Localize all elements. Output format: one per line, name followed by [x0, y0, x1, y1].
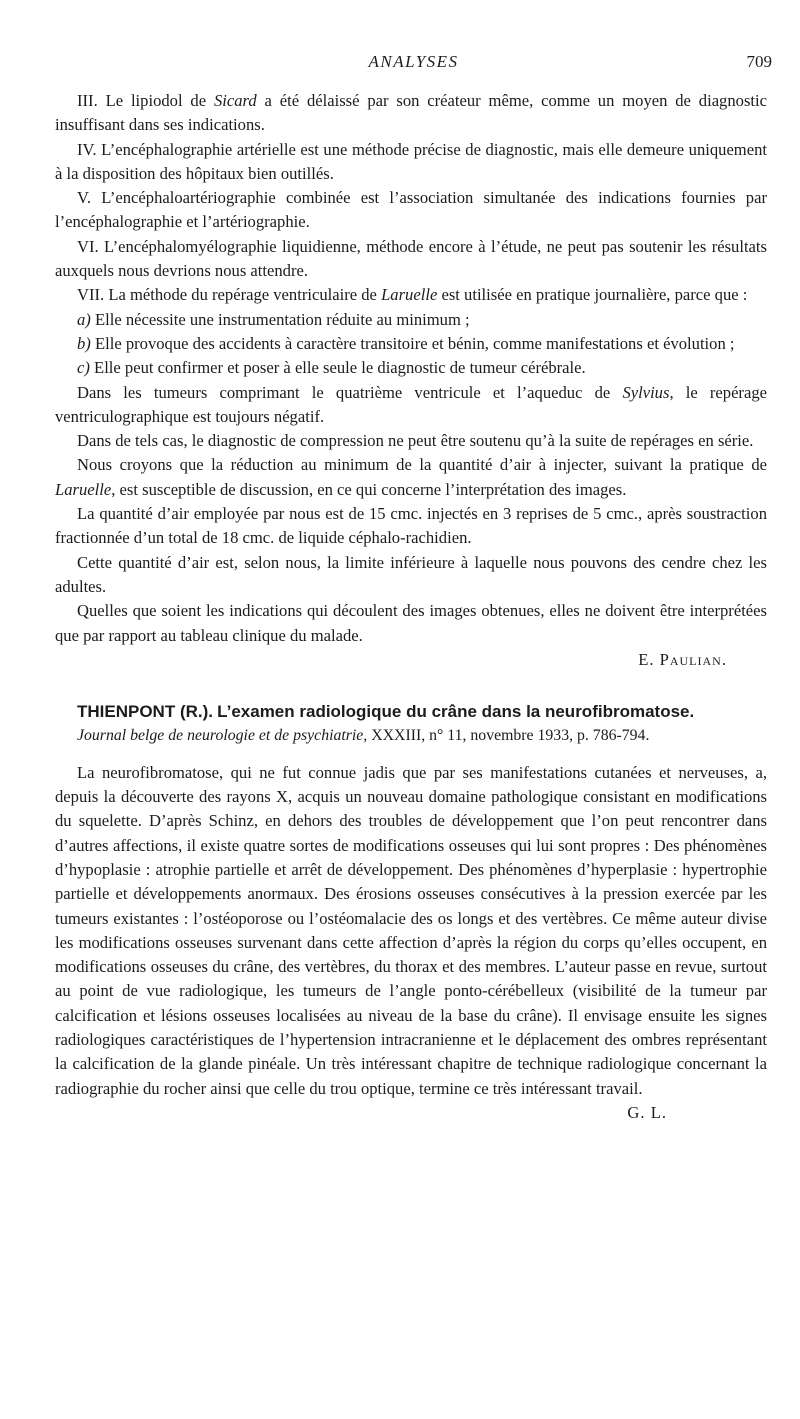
- review-source: [55, 724, 767, 748]
- paragraph-text: Elle peut confirmer et poser à elle seule le diagnostic de tumeur cérébrale.: [89, 358, 586, 378]
- paragraph: [55, 308, 767, 332]
- paragraph-text: Elle provoque des accidents à caractère transitoire et bénin, comme manifestations et évolution ;: [90, 333, 735, 353]
- page-header: [55, 52, 772, 76]
- paragraph-text: Dans de tels cas, le diagnostic de compression ne peut être soutenu qu’à la suite de repérages en série.: [77, 431, 754, 451]
- paragraph-text: VI. L’encéphalomyélographie liquidienne, méthode encore à l’étude, ne peut pas soutenir les résultats auxquels nous devrions nous attendre.: [55, 236, 767, 281]
- body-text: [55, 89, 767, 1125]
- paragraph-emphasis: b): [77, 333, 91, 353]
- review-citation: XXXIII, n° 11, novembre 1933, p. 786-794.: [371, 727, 650, 745]
- analysis-conclusions: [55, 89, 767, 648]
- review-title: L’examen radiologique du crâne dans la neurofibromatose.: [217, 702, 695, 722]
- paragraph: [55, 381, 767, 430]
- paragraph-text: Nous croyons que la réduction au minimum de la quantité d’air à injecter, suivant la pratique de: [77, 455, 767, 475]
- paragraph-text: III. Le lipiodol de: [77, 91, 214, 110]
- review-author: THIENPONT (R.).: [77, 702, 213, 722]
- paragraph-emphasis: Sylvius: [622, 382, 670, 402]
- paragraph-text: Quelles que soient les indications qui découlent des images obtenues, elles ne doivent être interprétées que par rapport au tableau clinique du malade.: [55, 601, 767, 645]
- paragraph: [55, 89, 767, 138]
- paragraph: [55, 356, 767, 380]
- paragraph-text: , le repérage ventriculographique est toujours négatif.: [55, 382, 767, 426]
- review-body: La neurofibromatose, qui ne fut connue jadis que par ses manifestations cutanées et nerveuses, a, depuis la découverte des rayons X, acquis un nouveau domaine pathologique consistant en modifications du squelette. D’après Schinz, en dehors des troubles de développement que l’on peut rencontrer dans d’autres affections, il existe quatre sortes de modifications osseuses qui lui sont propres : Des phénomènes d’hypoplasie : atrophie partielle et arrêt de développement. Des phénomènes d’hyperplasie : hypertrophie partielle et développements anormaux. Des érosions osseuses consécutives à la pression exercée par les tumeurs existantes : l’ostéoporose ou l’ostéomalacie des os longs et des vertèbres. Ce même auteur divise les modifications osseuses survenant dans cette affection d’après la région du corps qu’elles occupent, en modifications osseuses du crâne, des vertèbres, du thorax et des membres. L’auteur passe en revue, surtout au point de vue radiologique, les tumeurs de l’angle ponto-cérébelleux (visibilité de la tumeur par calcification et lésions osseuses localisées au niveau de la base du crâne). Il envisage ensuite les signes radiologiques caractéristiques de l’hypertension intracranienne et le déplacement des ombres représentant la calcification de la glande pinéale. Un très intéressant chapitre de technique radiologique concernant la radiographie du rocher ainsi que celle du trou optique, termine ce très intéressant travail.: [55, 762, 767, 1098]
- paragraph: [55, 138, 767, 187]
- review-heading: [55, 700, 767, 724]
- page-number: 709: [746, 52, 772, 71]
- paragraph-text: a été délaissé par son créateur même, comme un moyen de diagnostic insuffisant dans ses indications.: [55, 91, 767, 135]
- paragraph-text: V. L’encéphaloartériographie combinée est l’association simultanée des indications fournies par l’encéphalographie et l’artériographie.: [55, 188, 767, 232]
- section-gap: [55, 672, 767, 700]
- paragraph: [55, 599, 767, 648]
- paragraph-text: Cette quantité d’air est, selon nous, la limite inférieure à laquelle nous pouvons des cendre chez les adultes.: [55, 552, 767, 596]
- reviewer-signature: G. L.: [627, 1102, 667, 1122]
- paragraph: [55, 283, 767, 307]
- running-title: ANALYSES: [368, 52, 459, 71]
- paragraph: [55, 502, 767, 551]
- paragraph: [55, 429, 767, 453]
- paragraph-text: VII. La méthode du repérage ventriculaire de: [77, 285, 382, 305]
- paragraph: [55, 453, 767, 502]
- paragraph-text: Elle nécessite une instrumentation réduite au minimum ;: [90, 309, 470, 329]
- paragraph-emphasis: c): [77, 358, 90, 378]
- paragraph-text: Dans les tumeurs comprimant le quatrième ventricule et l’aqueduc de: [77, 382, 623, 402]
- review-journal: Journal belge de neurologie et de psychiatrie,: [77, 727, 368, 745]
- author-signature: E. Paulian.: [638, 649, 727, 669]
- paragraph-text: , est susceptible de discussion, en ce qui concerne l’interprétation des images.: [111, 479, 627, 499]
- paragraph-emphasis: Laruelle: [55, 479, 112, 499]
- paragraph: [55, 332, 767, 356]
- paragraph-emphasis: Laruelle: [381, 285, 438, 305]
- paragraph-emphasis: a): [77, 309, 91, 329]
- paragraph-text: IV. L’encéphalographie artérielle est une méthode précise de diagnostic, mais elle demeure uniquement à la disposition des hôpitaux bien outillés.: [55, 139, 767, 183]
- paragraph-text: est utilisée en pratique journalière, parce que :: [437, 285, 748, 305]
- paragraph: [55, 235, 767, 284]
- paragraph-text: La quantité d’air employée par nous est de 15 cmc. injectés en 3 reprises de 5 cmc., après soustraction fractionnée d’un total de 18 cmc. de liquide céphalo-rachidien.: [55, 504, 767, 548]
- paragraph: [55, 186, 767, 235]
- paragraph: [55, 551, 767, 600]
- paragraph-emphasis: Sicard: [213, 91, 257, 110]
